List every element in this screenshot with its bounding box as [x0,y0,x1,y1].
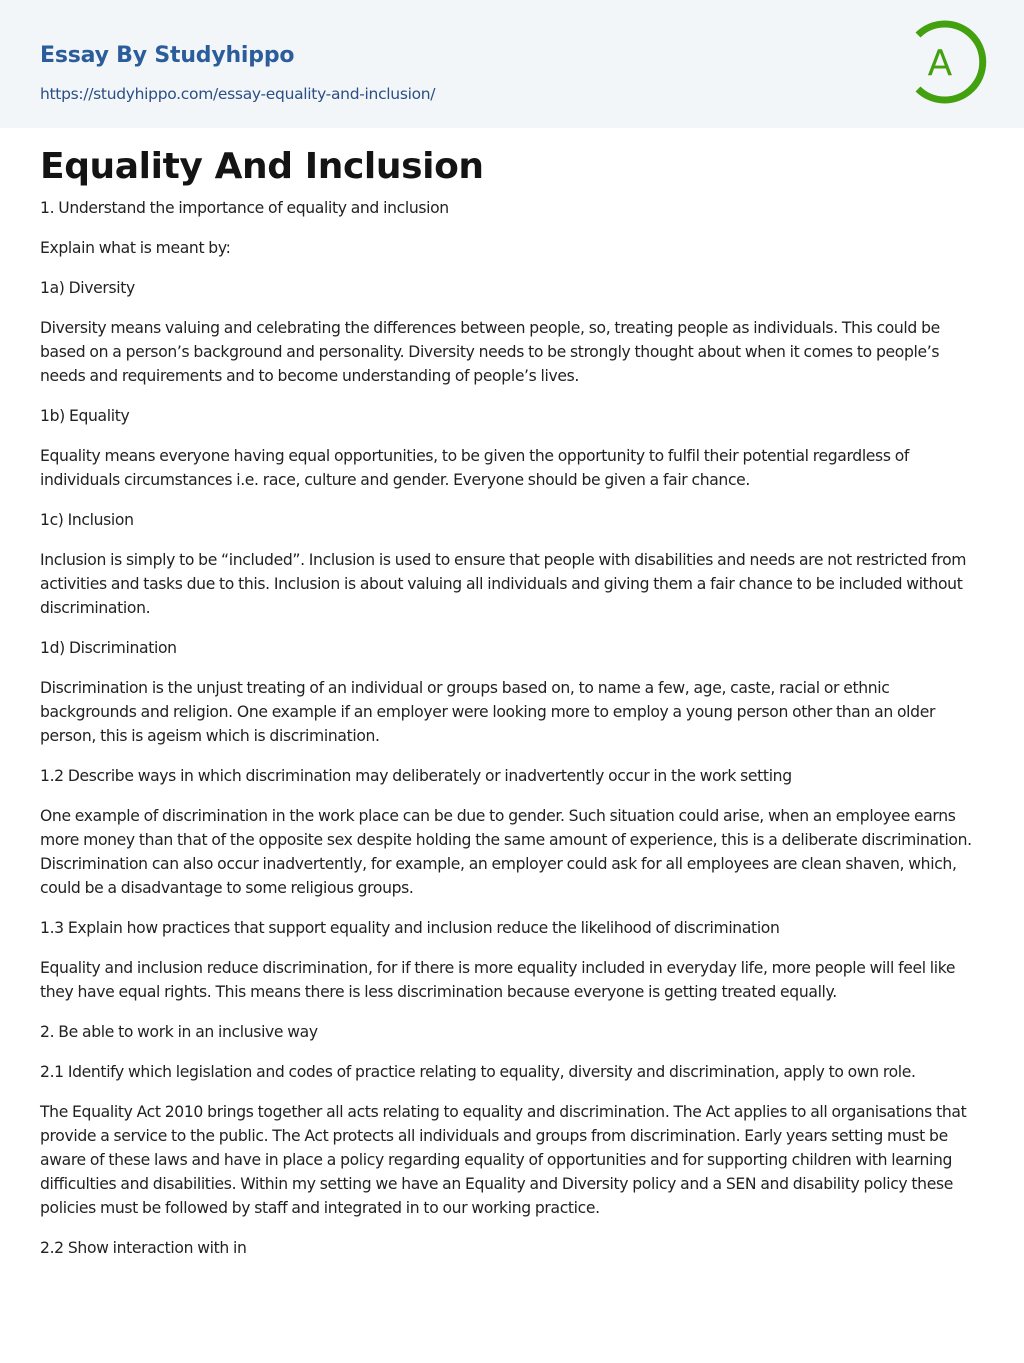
svg-text:A: A [927,43,953,84]
section-heading: 1a) Diversity [40,279,135,297]
section-heading: 2.2 Show interaction with in [40,1239,247,1257]
site-header [0,0,1024,128]
paragraph: Equality and inclusion reduce discrimination, for if there is more equality included in everyday life, more people will feel like they have equal rights. This means there is less discrimination because everyone is getting treated equally. [40,959,956,1001]
page-title: Equality And Inclusion [40,146,484,187]
paragraph: One example of discrimination in the work place can be due to gender. Such situation could arise, when an employee earns more money than that of the opposite sex despite holding the same amount of experience, this is a deliberate discrimination. Discrimination can also occur inadvertently, for example, an employer could ask for all employees are clean shaven, which, could be a disadvantage to some religious groups. [40,807,972,897]
paragraph: The Equality Act 2010 brings together all acts relating to equality and discrimination. The Act applies to all organisations that provide a service to the public. The Act protects all individuals and groups from discrimination. Early years setting must be aware of these laws and have in place a policy regarding equality of opportunities and for supporting children with learning difficulties and disabilities. Within my setting we have an Equality and Diversity policy and a SEN and disability policy these policies must be followed by staff and integrated in to our working practice. [40,1103,967,1217]
paragraph: 1. Understand the importance of equality and inclusion [40,199,449,217]
section-heading: 1c) Inclusion [40,511,134,529]
section-heading: 2.1 Identify which legislation and codes of practice relating to equality, diversity and discrimination, apply to own role. [40,1063,916,1081]
paragraph: Equality means everyone having equal opportunities, to be given the opportunity to fulfil their potential regardless of individuals circumstances i.e. race, culture and gender. Everyone should be given a fair chance. [40,447,910,489]
source-url-link[interactable]: https://studyhippo.com/essay-equality-and-inclusion/ [40,85,436,103]
paragraph: Diversity means valuing and celebrating the differences between people, so, treating people as individuals. This could be based on a person’s background and personality. Diversity needs to be strongly thought about when it comes to people’s needs and requirements and to become understanding of people’s lives. [40,319,940,385]
brand-title[interactable]: Essay By Studyhippo [40,43,295,68]
paragraph: Inclusion is simply to be “included”. Inclusion is used to ensure that people with disabilities and needs are not restricted from activities and tasks due to this. Inclusion is about valuing all individuals and giving them a fair chance to be included without discrimination. [40,551,967,617]
essay-content [40,144,984,1276]
section-heading: 1b) Equality [40,407,130,425]
section-heading: 2. Be able to work in an inclusive way [40,1023,318,1041]
paragraph: Discrimination is the unjust treating of an individual or groups based on, to name a few, age, caste, racial or ethnic backgrounds and religion. One example if an employer were looking more to employ a young person other than an older person, this is ageism which is discrimination. [40,679,936,745]
section-heading: 1.3 Explain how practices that support equality and inclusion reduce the likelihood of discrimination [40,919,780,937]
paragraph: Explain what is meant by: [40,239,231,257]
studyhippo-logo-icon[interactable] [904,18,988,106]
section-heading: 1.2 Describe ways in which discrimination may deliberately or inadvertently occur in the work setting [40,767,792,785]
section-heading: 1d) Discrimination [40,639,177,657]
